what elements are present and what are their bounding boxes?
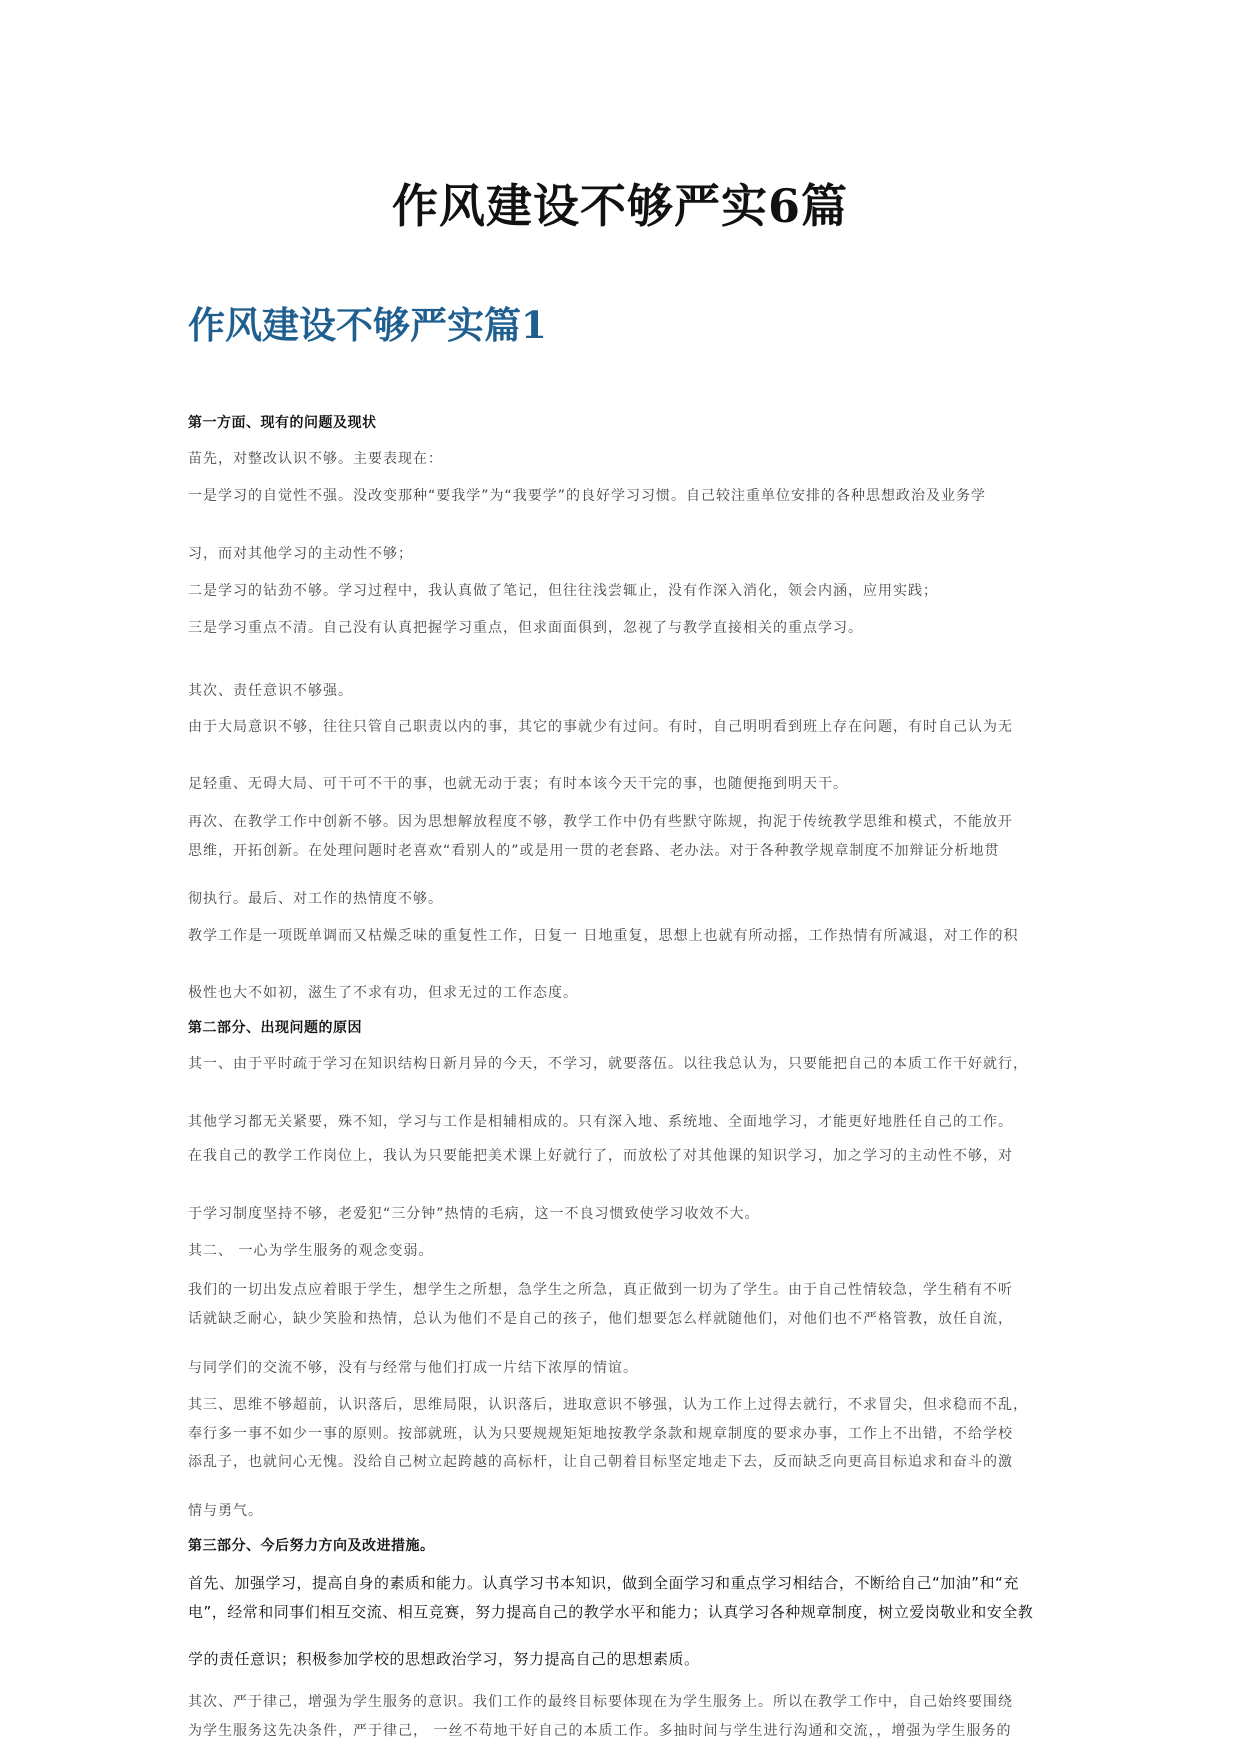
text-line: 情与勇气。	[188, 1503, 263, 1519]
text-line: 三是学习重点不清。自己没有认真把握学习重点，但求面面俱到，忽视了与教学直接相关的重点学习。	[188, 620, 863, 636]
text-line: 教学工作是一项既单调而又枯燥乏味的重复性工作，日复一 日地重复，思想上也就有所动摇，工作热情有所减退，对工作的积	[188, 928, 1019, 944]
text-line: 奉行多一事不如少一事的原则。按部就班，认为只要规规矩矩地按教学条款和规章制度的要求办事，工作上不出错，不给学校	[188, 1426, 1013, 1442]
text-line: 学的责任意识；积极参加学校的思想政治学习，努力提高自己的思想素质。	[188, 1650, 700, 1668]
text-line: 二是学习的钻劲不够。学习过程中，我认真做了笔记，但往往浅尝辄止，没有作深入消化，领会内涵，应用实践；	[188, 583, 938, 599]
text-line: 电”，经常和同事们相互交流、相互竞赛，努力提高自己的教学水平和能力；认真学习各种规章制度，树立爱岗敬业和安全教	[188, 1603, 1034, 1621]
text-line: 与同学们的交流不够，没有与经常与他们打成一片结下浓厚的情谊。	[188, 1360, 638, 1376]
text-line: 再次、在教学工作中创新不够。因为思想解放程度不够，教学工作中仍有些默守陈规，拘泥于传统教学思维和模式，不能放开	[188, 814, 1013, 830]
text-line: 于学习制度坚持不够，老爱犯“三分钟”热情的毛病，这一不良习惯致使学习收效不大。	[188, 1206, 760, 1222]
text-line: 话就缺乏耐心，缺少笑脸和热情，总认为他们不是自己的孩子，他们想要怎么样就随他们，对他们也不严格管教，放任自流，	[188, 1311, 1013, 1327]
text-line: 彻执行。最后、对工作的热情度不够。	[188, 891, 443, 907]
heading-part-1: 第一方面、现有的问题及现状	[188, 415, 377, 431]
heading-part-3: 第三部分、今后努力方向及改进措施。	[188, 1538, 435, 1554]
text-line: 其一、由于平时疏于学习在知识结构日新月异的今天，不学习，就要落伍。以往我总认为，只要能把自己的本质工作干好就行，	[188, 1056, 1028, 1072]
text-line: 由于大局意识不够，往往只管自己职责以内的事，其它的事就少有过问。有时，自己明明看到班上存在问题，有时自己认为无	[188, 719, 1013, 735]
text-line: 其二、 一心为学生服务的观念变弱。	[188, 1243, 434, 1259]
text-line: 足轻重、无碍大局、可干可不干的事，也就无动于衷；有时本该今天干完的事，也随便拖到明天干。	[188, 776, 848, 792]
text-line: 我们的一切出发点应着眼于学生，想学生之所想，急学生之所急，真正做到一切为了学生。由于自己性情较急，学生稍有不听	[188, 1282, 1013, 1298]
text-line: 一是学习的自觉性不强。没改变那种“要我学”为“我要学”的良好学习习惯。自己较注重单位安排的各种思想政治及业务学	[188, 488, 987, 504]
text-line: 添乱子，也就问心无愧。没给自己树立起跨越的高标杆，让自己朝着目标坚定地走下去，反而缺乏向更高目标追求和奋斗的激	[188, 1454, 1013, 1470]
page-title: 作风建设不够严实6篇	[391, 179, 848, 233]
text-line: 思维，开拓创新。在处理问题时老喜欢“看别人的”或是用一贯的老套路、老办法。对于各种教学规章制度不加辩证分析地贯	[188, 843, 1000, 859]
text-line: 习，而对其他学习的主动性不够；	[188, 546, 413, 562]
section-title: 作风建设不够严实篇1	[188, 303, 547, 347]
heading-part-2: 第二部分、出现问题的原因	[188, 1020, 362, 1036]
text-line: 为学生服务这先决条件，严于律己， 一丝不苟地干好自己的本质工作。多抽时间与学生进行沟通和交流，，增强为学生服务的	[188, 1723, 1012, 1739]
text-line: 其他学习都无关紧要，殊不知，学习与工作是相辅相成的。只有深入地、系统地、全面地学习，才能更好地胜任自己的工作。	[188, 1114, 1013, 1130]
text-line: 首先、加强学习，提高自身的素质和能力。认真学习书本知识，做到全面学习和重点学习相结合，不断给自己“加油”和“充	[188, 1574, 1019, 1592]
text-line: 其次、责任意识不够强。	[188, 683, 353, 699]
text-line: 其次、严于律己，增强为学生服务的意识。我们工作的最终目标要体现在为学生服务上。所以在教学工作中，自己始终要围绕	[188, 1694, 1013, 1710]
text-line: 极性也大不如初，滋生了不求有功，但求无过的工作态度。	[188, 985, 578, 1001]
text-line: 在我自己的教学工作岗位上，我认为只要能把美术课上好就行了，而放松了对其他课的知识学习，加之学习的主动性不够，对	[188, 1148, 1013, 1164]
text-line: 苗先，对整改认识不够。主要表现在：	[188, 451, 443, 467]
text-line: 其三、思维不够超前，认识落后，思维局限，认识落后，进取意识不够强，认为工作上过得去就行，不求冒尖，但求稳而不乱，	[188, 1397, 1028, 1413]
